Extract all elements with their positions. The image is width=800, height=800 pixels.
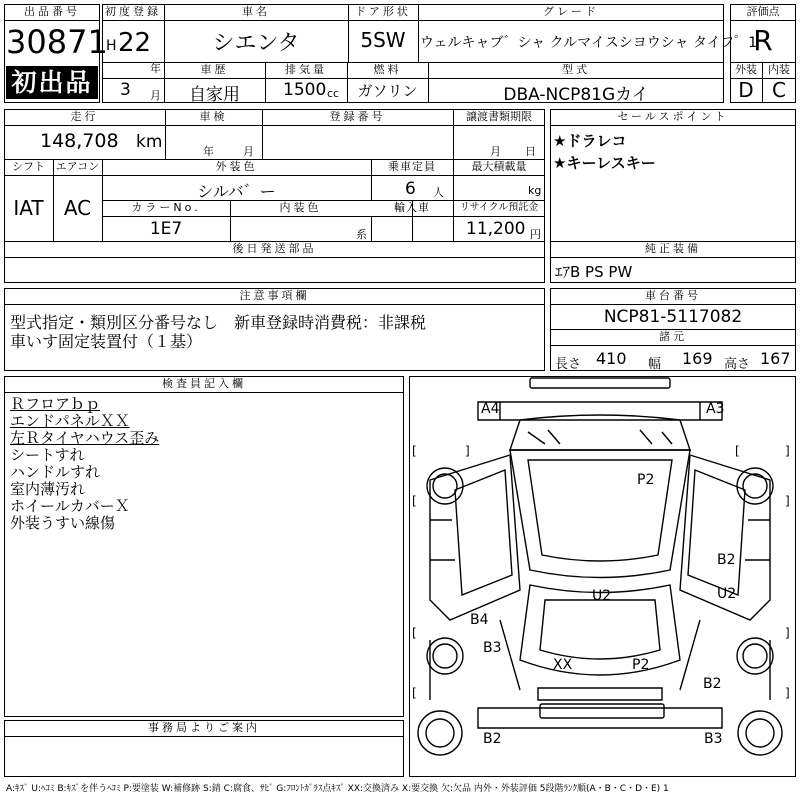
ext-score: D bbox=[738, 78, 754, 102]
chassis-label: 車台番号 bbox=[645, 289, 701, 302]
first-reg-year-unit: 年 bbox=[150, 62, 161, 75]
fuel-label: 燃料 bbox=[373, 63, 402, 76]
selling-point-1: ★ドラレコ bbox=[553, 132, 627, 150]
capacity-label: 乗車定員 bbox=[388, 160, 436, 173]
reg-no-label: 登録番号 bbox=[329, 110, 386, 123]
bracket-close-right-4: ] bbox=[785, 686, 790, 700]
model-label: 型式 bbox=[562, 63, 590, 76]
recycle-label: リサイクル預託金 bbox=[459, 202, 539, 213]
inspector-line: ホイールカバーＸ bbox=[10, 497, 130, 515]
notes-label: 注意事項欄 bbox=[239, 289, 310, 302]
bracket-close-right-2: ] bbox=[785, 494, 790, 508]
notes-line-1: 型式指定・類別区分番号なし 新車登録時消費税：非課税 bbox=[10, 313, 427, 332]
later-parts-label: 後日発送部品 bbox=[232, 242, 317, 255]
grade-label: グレード bbox=[543, 5, 599, 18]
history-label: 車歴 bbox=[200, 63, 229, 76]
transfer-day-unit: 日 bbox=[525, 145, 536, 158]
length-value: 410 bbox=[596, 349, 627, 368]
mileage-unit: km bbox=[136, 132, 163, 152]
mileage-value: 148,708 bbox=[40, 130, 119, 152]
first-listing-badge: 初出品 bbox=[6, 66, 98, 99]
shift-label: シフト bbox=[12, 160, 45, 173]
displacement-label: 排気量 bbox=[285, 63, 327, 76]
equipment-label: 純正装備 bbox=[645, 242, 701, 255]
bracket-open-left-2: [ bbox=[412, 494, 417, 508]
score-value: R bbox=[753, 24, 773, 57]
inspector-line: 室内薄汚れ bbox=[10, 480, 86, 498]
grade-value: ウェルキャブ゛シャ クルマイスシヨウシャ タイフ゜1 bbox=[420, 35, 758, 51]
displacement-unit: cc bbox=[327, 87, 340, 100]
model-value: DBA-NCP81Gカイ bbox=[503, 85, 649, 105]
notes-line-2: 車いす固定装置付（１基） bbox=[10, 332, 203, 351]
inspection-month-unit: 月 bbox=[243, 145, 254, 158]
mileage-label: 走行 bbox=[70, 110, 99, 123]
damage-mark: U2 bbox=[592, 588, 612, 604]
int-score-label: 内装 bbox=[768, 63, 790, 76]
bracket-open-left-1: [ bbox=[412, 444, 417, 458]
damage-mark: B4 bbox=[470, 612, 489, 628]
first-reg-month-unit: 月 bbox=[150, 89, 161, 102]
displacement-value: 1500 bbox=[283, 80, 327, 100]
first-reg-label: 初度登録 bbox=[105, 5, 161, 18]
damage-mark: A4 bbox=[481, 401, 500, 417]
inspector-line: エンドパネルＸＸ bbox=[10, 412, 130, 430]
int-color-unit: 系 bbox=[356, 228, 367, 241]
damage-mark: P2 bbox=[632, 657, 650, 673]
bracket-close-right-1: ] bbox=[785, 444, 790, 458]
color-value: シルバ゛ー bbox=[197, 182, 276, 201]
damage-mark: B3 bbox=[483, 640, 502, 656]
equipment-value: ｴｱB PS PW bbox=[555, 263, 633, 281]
max-load-label: 最大積載量 bbox=[471, 160, 527, 173]
lot-number: 30871 bbox=[6, 23, 108, 61]
selling-point-2: ★キーレスキー bbox=[553, 154, 656, 172]
capacity-unit: 人 bbox=[433, 186, 444, 199]
bracket-open-right-1: [ bbox=[735, 444, 740, 458]
inspector-line: シートすれ bbox=[10, 446, 85, 464]
height-label: 高さ bbox=[724, 357, 751, 372]
int-color-label: 内装色 bbox=[279, 201, 322, 214]
chassis-value: NCP81-5117082 bbox=[603, 307, 743, 327]
ac-label: エアコン bbox=[55, 160, 100, 173]
lot-label: 出品番号 bbox=[24, 5, 80, 18]
transfer-label: 譲渡書類期限 bbox=[466, 110, 532, 123]
inspection-label: 車検 bbox=[199, 110, 228, 123]
damage-mark: A3 bbox=[706, 401, 725, 417]
max-load-unit: kg bbox=[528, 184, 542, 197]
capacity-value: 6 bbox=[405, 179, 416, 199]
car-name-label: 車名 bbox=[242, 5, 270, 18]
bracket-open-left-4: [ bbox=[412, 686, 417, 700]
width-value: 169 bbox=[682, 349, 713, 368]
inspector-line: 外装うすい線傷 bbox=[10, 514, 116, 532]
bracket-open-left-3: [ bbox=[412, 626, 417, 640]
import-label: 輸入車 bbox=[394, 201, 430, 214]
inspector-line: Ｒフロアｂｐ bbox=[10, 395, 101, 413]
inspector-line: 左Ｒタイヤハウス歪み bbox=[10, 429, 160, 447]
damage-mark: P2 bbox=[637, 472, 655, 488]
color-label: 外装色 bbox=[215, 160, 258, 173]
first-reg-era: H bbox=[106, 38, 117, 54]
inspector-line: ハンドルすれ bbox=[10, 463, 101, 481]
recycle-value: 11,200 bbox=[466, 219, 526, 239]
fuel-value: ガソリン bbox=[357, 82, 418, 100]
shift-value: IAT bbox=[13, 196, 44, 220]
legend: A:ｷｽﾞ U:ﾍｺﾐ B:ｷｽﾞを伴うﾍｺﾐ P:要塗装 W:補修跡 S:錆 C:腐食、ｻﾋﾞ G:ﾌﾛﾝﾄｶﾞﾗｽ点ｷｽﾞ XX:交換済み X:要交換 欠:欠品 内外・外装評価 5段階ﾗﾝｸ順(A・B・C・D・E) 1 bbox=[6, 784, 669, 794]
inspector-label: 検査員記入欄 bbox=[162, 377, 246, 390]
height-value: 167 bbox=[760, 349, 791, 368]
damage-mark: B2 bbox=[717, 552, 736, 568]
damage-mark: B2 bbox=[703, 676, 722, 692]
door-value: 5SW bbox=[360, 28, 406, 52]
first-reg-month: 3 bbox=[120, 80, 131, 100]
color-no-value: 1E7 bbox=[149, 219, 183, 239]
bracket-close-left-1: ] bbox=[465, 444, 470, 458]
damage-mark: B2 bbox=[483, 731, 502, 747]
damage-mark: U2 bbox=[717, 586, 737, 602]
history-value: 自家用 bbox=[189, 85, 240, 105]
bracket-close-right-3: ] bbox=[785, 626, 790, 640]
car-name-value: シエンタ bbox=[212, 31, 300, 56]
score-label: 評価点 bbox=[746, 5, 780, 18]
first-reg-year: 22 bbox=[118, 28, 152, 58]
inspection-year-unit: 年 bbox=[203, 145, 214, 158]
recycle-unit: 円 bbox=[530, 228, 541, 241]
transfer-month-unit: 月 bbox=[490, 145, 501, 158]
damage-mark: B3 bbox=[704, 731, 723, 747]
dims-label: 諸元 bbox=[659, 330, 687, 343]
damage-mark: XX bbox=[553, 657, 573, 673]
selling-points-label: セールスポイント bbox=[617, 110, 729, 123]
office-label: 事務局よりご案内 bbox=[148, 721, 260, 734]
ext-score-label: 外装 bbox=[735, 63, 757, 76]
ac-value: AC bbox=[63, 196, 92, 220]
length-label: 長さ bbox=[555, 357, 582, 372]
int-score: C bbox=[772, 78, 786, 102]
width-label: 幅 bbox=[648, 357, 662, 372]
door-label: ドア形状 bbox=[355, 5, 411, 18]
color-no-label: カラーNo. bbox=[131, 201, 201, 214]
